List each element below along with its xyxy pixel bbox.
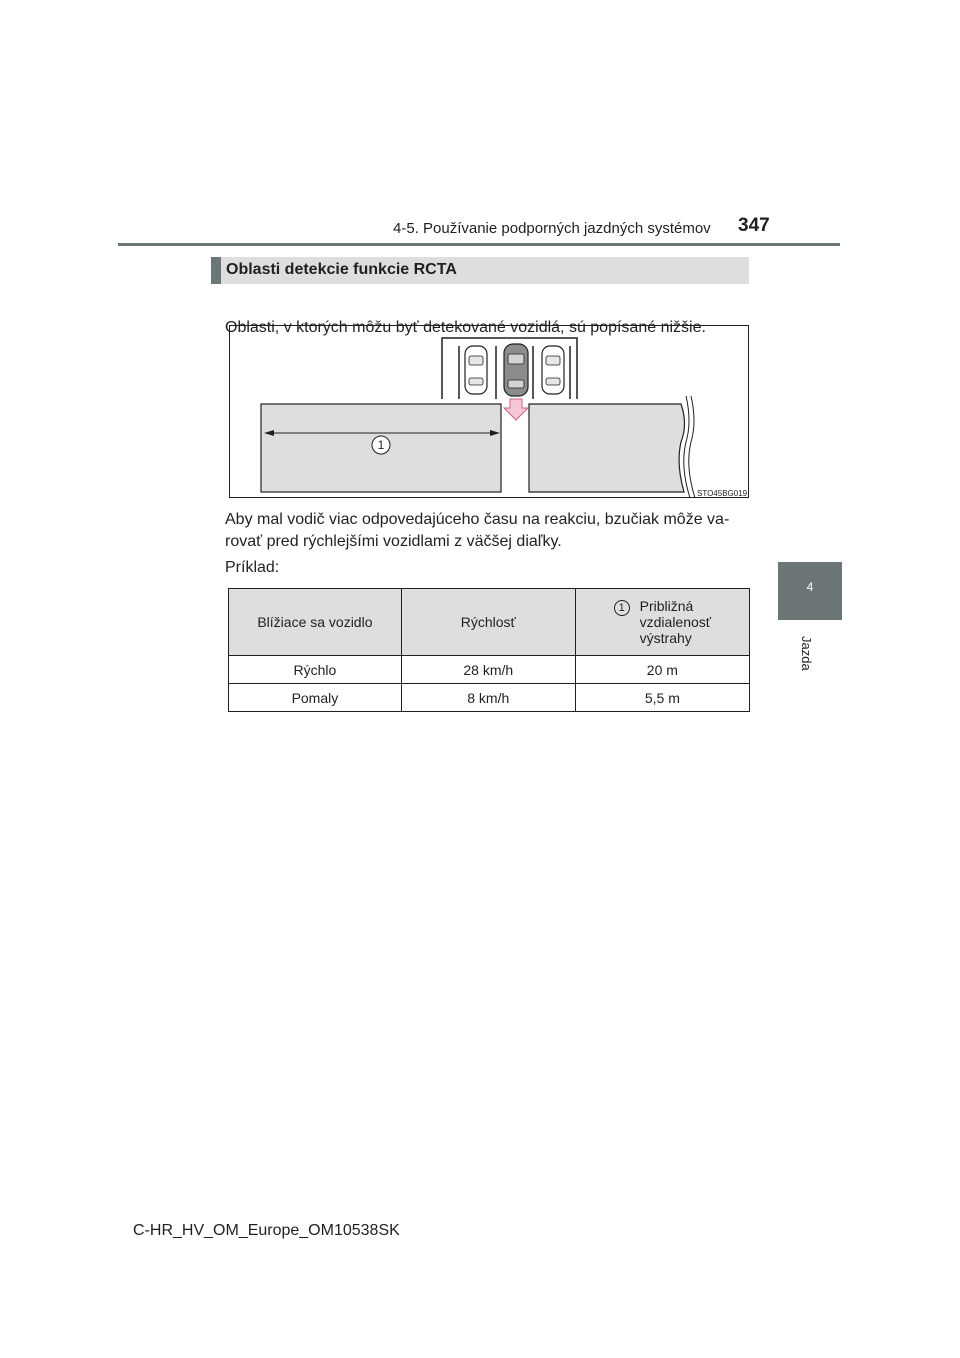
chapter-label: Jazda [799,636,814,671]
chapter-number: 4 [806,580,814,594]
detection-area-right [529,404,685,492]
example-label: Príklad: [225,559,280,576]
chapter-tab [778,562,842,620]
table-row [229,684,750,712]
body-line-1: Aby mal vodič viac odpovedajúceho času na reakciu, bzučiak môže va- [225,511,730,528]
rcta-diagram [229,325,749,498]
reverse-direction-arrow [504,399,528,420]
break-line [689,396,695,498]
callout-marker: 1 [614,600,630,616]
table-cell: 5,5 m [575,684,749,712]
rcta-illustration [230,326,750,499]
running-header: 4-5. Používanie podporných jazdných systémov [393,220,711,237]
table-header-row [229,589,750,656]
section-heading [211,257,749,284]
header-warning-distance [575,589,749,656]
parked-car-right [542,346,564,394]
break-line [684,396,690,498]
section-title: Oblasti detekcie funkcie RCTA [226,261,457,278]
table-cell: 8 km/h [401,684,575,712]
speed-distance-table [228,588,750,712]
header-speed: Rýchlosť [401,589,575,656]
header-line: výstrahy [639,630,692,646]
table-cell: 20 m [575,656,749,684]
callout-number: 1 [377,438,385,452]
header-rule [118,243,840,246]
section-marker [211,257,221,284]
header-line: vzdialenosť [639,614,712,630]
parked-car-left [465,346,487,394]
body-line-2: rovať pred rýchlejšími vozidlami z väčšej diaľky. [225,533,562,550]
table-cell: Pomaly [229,684,402,712]
table-cell: 28 km/h [401,656,575,684]
table-row [229,656,750,684]
document-code: C-HR_HV_OM_Europe_OM10538SK [133,1222,400,1239]
own-vehicle [504,344,528,396]
header-approaching-vehicle: Blížiace sa vozidlo [229,589,402,656]
header-line: Približná [639,598,694,614]
page-number: 347 [738,215,770,236]
figure-code: STO45BG019 [697,489,748,498]
table-cell: Rýchlo [229,656,402,684]
intro-text: Oblasti, v ktorých môžu byť detekované vozidlá, sú popísané nižšie. [225,319,706,336]
